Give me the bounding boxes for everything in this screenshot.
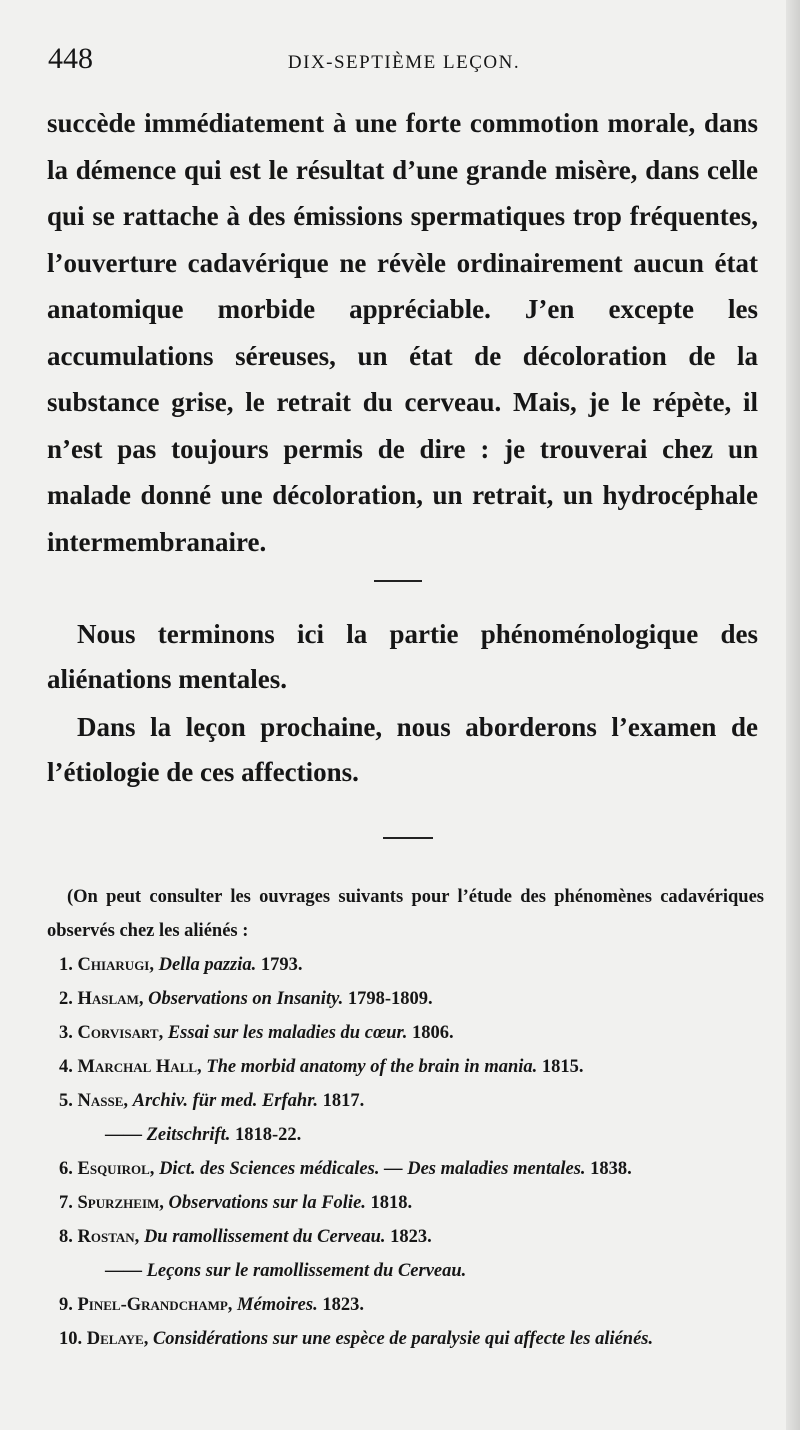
bibliography-intro: (On peut consulter les ouvrages suivants pour l’étude des phénomènes cadavériques observés chez les aliénés : <box>47 887 764 941</box>
reference-date: 1823. <box>390 1227 432 1247</box>
reference-title: Della pazzia. <box>158 955 257 975</box>
reference-title: Dict. des Sciences médicales. — Des maladies mentales. <box>159 1159 586 1179</box>
reference-number: 7. <box>59 1193 73 1213</box>
reference-author: Corvisart, <box>77 1023 164 1043</box>
reference-list <box>47 948 764 1356</box>
reference-entry <box>47 1322 764 1356</box>
reference-author: —— <box>105 1125 142 1145</box>
main-paragraph <box>47 100 758 565</box>
reference-date: 1838. <box>590 1159 632 1179</box>
reference-entry <box>47 948 764 982</box>
reference-author: Rostan, <box>77 1227 140 1247</box>
bibliography-divider <box>383 837 433 839</box>
reference-number: 9. <box>59 1295 73 1315</box>
closing-paragraphs <box>47 612 758 795</box>
reference-number: 2. <box>59 989 73 1009</box>
reference-entry <box>47 1186 764 1220</box>
reference-date: 1806. <box>411 1023 454 1043</box>
reference-title: The morbid anatomy of the brain in mania. <box>206 1057 538 1077</box>
reference-number: 1. <box>59 955 73 975</box>
reference-date: 1818. <box>370 1193 413 1213</box>
reference-author: Spurzheim, <box>77 1193 164 1213</box>
running-title: DIX-SEPTIÈME LEÇON. <box>287 52 521 73</box>
reference-title: Archiv. für med. Erfahr. <box>132 1091 319 1111</box>
reference-entry <box>47 1118 764 1152</box>
page-edge <box>786 0 800 1430</box>
reference-number: 4. <box>59 1057 73 1077</box>
bibliography <box>47 880 764 1356</box>
reference-number: 6. <box>59 1159 73 1179</box>
reference-number: 8. <box>59 1227 73 1247</box>
reference-author: Nasse, <box>77 1091 129 1111</box>
reference-number: 10. <box>59 1329 83 1349</box>
reference-date: 1815. <box>541 1057 584 1077</box>
paragraph-3: Dans la leçon prochaine, nous aborderons l’examen de l’étiologie de ces affections. <box>47 712 758 787</box>
reference-title: Essai sur les maladies du cœur. <box>167 1023 408 1043</box>
reference-number: 5. <box>59 1091 73 1111</box>
reference-date: 1823. <box>322 1295 364 1315</box>
reference-author: Chiarugi, <box>77 955 154 975</box>
reference-author: Haslam, <box>77 989 144 1009</box>
reference-title: Leçons sur le ramollissement du Cerveau. <box>146 1261 467 1281</box>
reference-title: Mémoires. <box>237 1295 318 1315</box>
reference-entry <box>47 1254 764 1288</box>
reference-number: 3. <box>59 1023 73 1043</box>
reference-entry <box>47 1016 764 1050</box>
reference-author: Marchal Hall, <box>77 1057 202 1077</box>
reference-date: 1817. <box>322 1091 365 1111</box>
reference-date: 1818-22. <box>235 1125 302 1145</box>
reference-title: Zeitschrift. <box>146 1125 231 1145</box>
reference-entry <box>47 1288 764 1322</box>
reference-title: Observations on Insanity. <box>148 989 344 1009</box>
reference-author: Esquirol, <box>77 1159 155 1179</box>
reference-entry <box>47 1220 764 1254</box>
page-number: 448 <box>48 42 93 75</box>
reference-entry <box>47 1152 764 1186</box>
reference-entry <box>47 1084 764 1118</box>
paragraph-2: Nous terminons ici la partie phénoménologique des aliénations mentales. <box>47 619 758 694</box>
reference-author: —— <box>105 1261 142 1281</box>
section-divider <box>374 580 422 582</box>
reference-date: 1793. <box>260 955 303 975</box>
reference-date: 1798-1809. <box>347 989 433 1009</box>
reference-title: Observations sur la Folie. <box>168 1193 366 1213</box>
reference-entry <box>47 1050 764 1084</box>
reference-author: Delaye, <box>86 1329 149 1349</box>
reference-title: Du ramollissement du Cerveau. <box>143 1227 386 1247</box>
reference-entry <box>47 982 764 1016</box>
paragraph-1: succède immédiatement à une forte commotion morale, dans la démence qui est le résultat d’une grande misère, dans celle qui se rattache à des émissions spermatiques trop fréquentes, l’ouverture cadavérique ne révèle ordinairement aucun état anatomique morbide appréciable. J’en excepte les accumulations séreuses, un état de décoloration de la substance grise, le retrait du cerveau. Mais, je le répète, il n’est pas toujours permis de dire : je trouverai chez un malade donné une décoloration, un retrait, un hydrocéphale intermembranaire. <box>47 108 758 557</box>
reference-author: Pinel-Grandchamp, <box>77 1295 233 1315</box>
reference-title: Considérations sur une espèce de paralysie qui affecte les aliénés. <box>152 1329 654 1349</box>
page-header <box>48 42 760 82</box>
